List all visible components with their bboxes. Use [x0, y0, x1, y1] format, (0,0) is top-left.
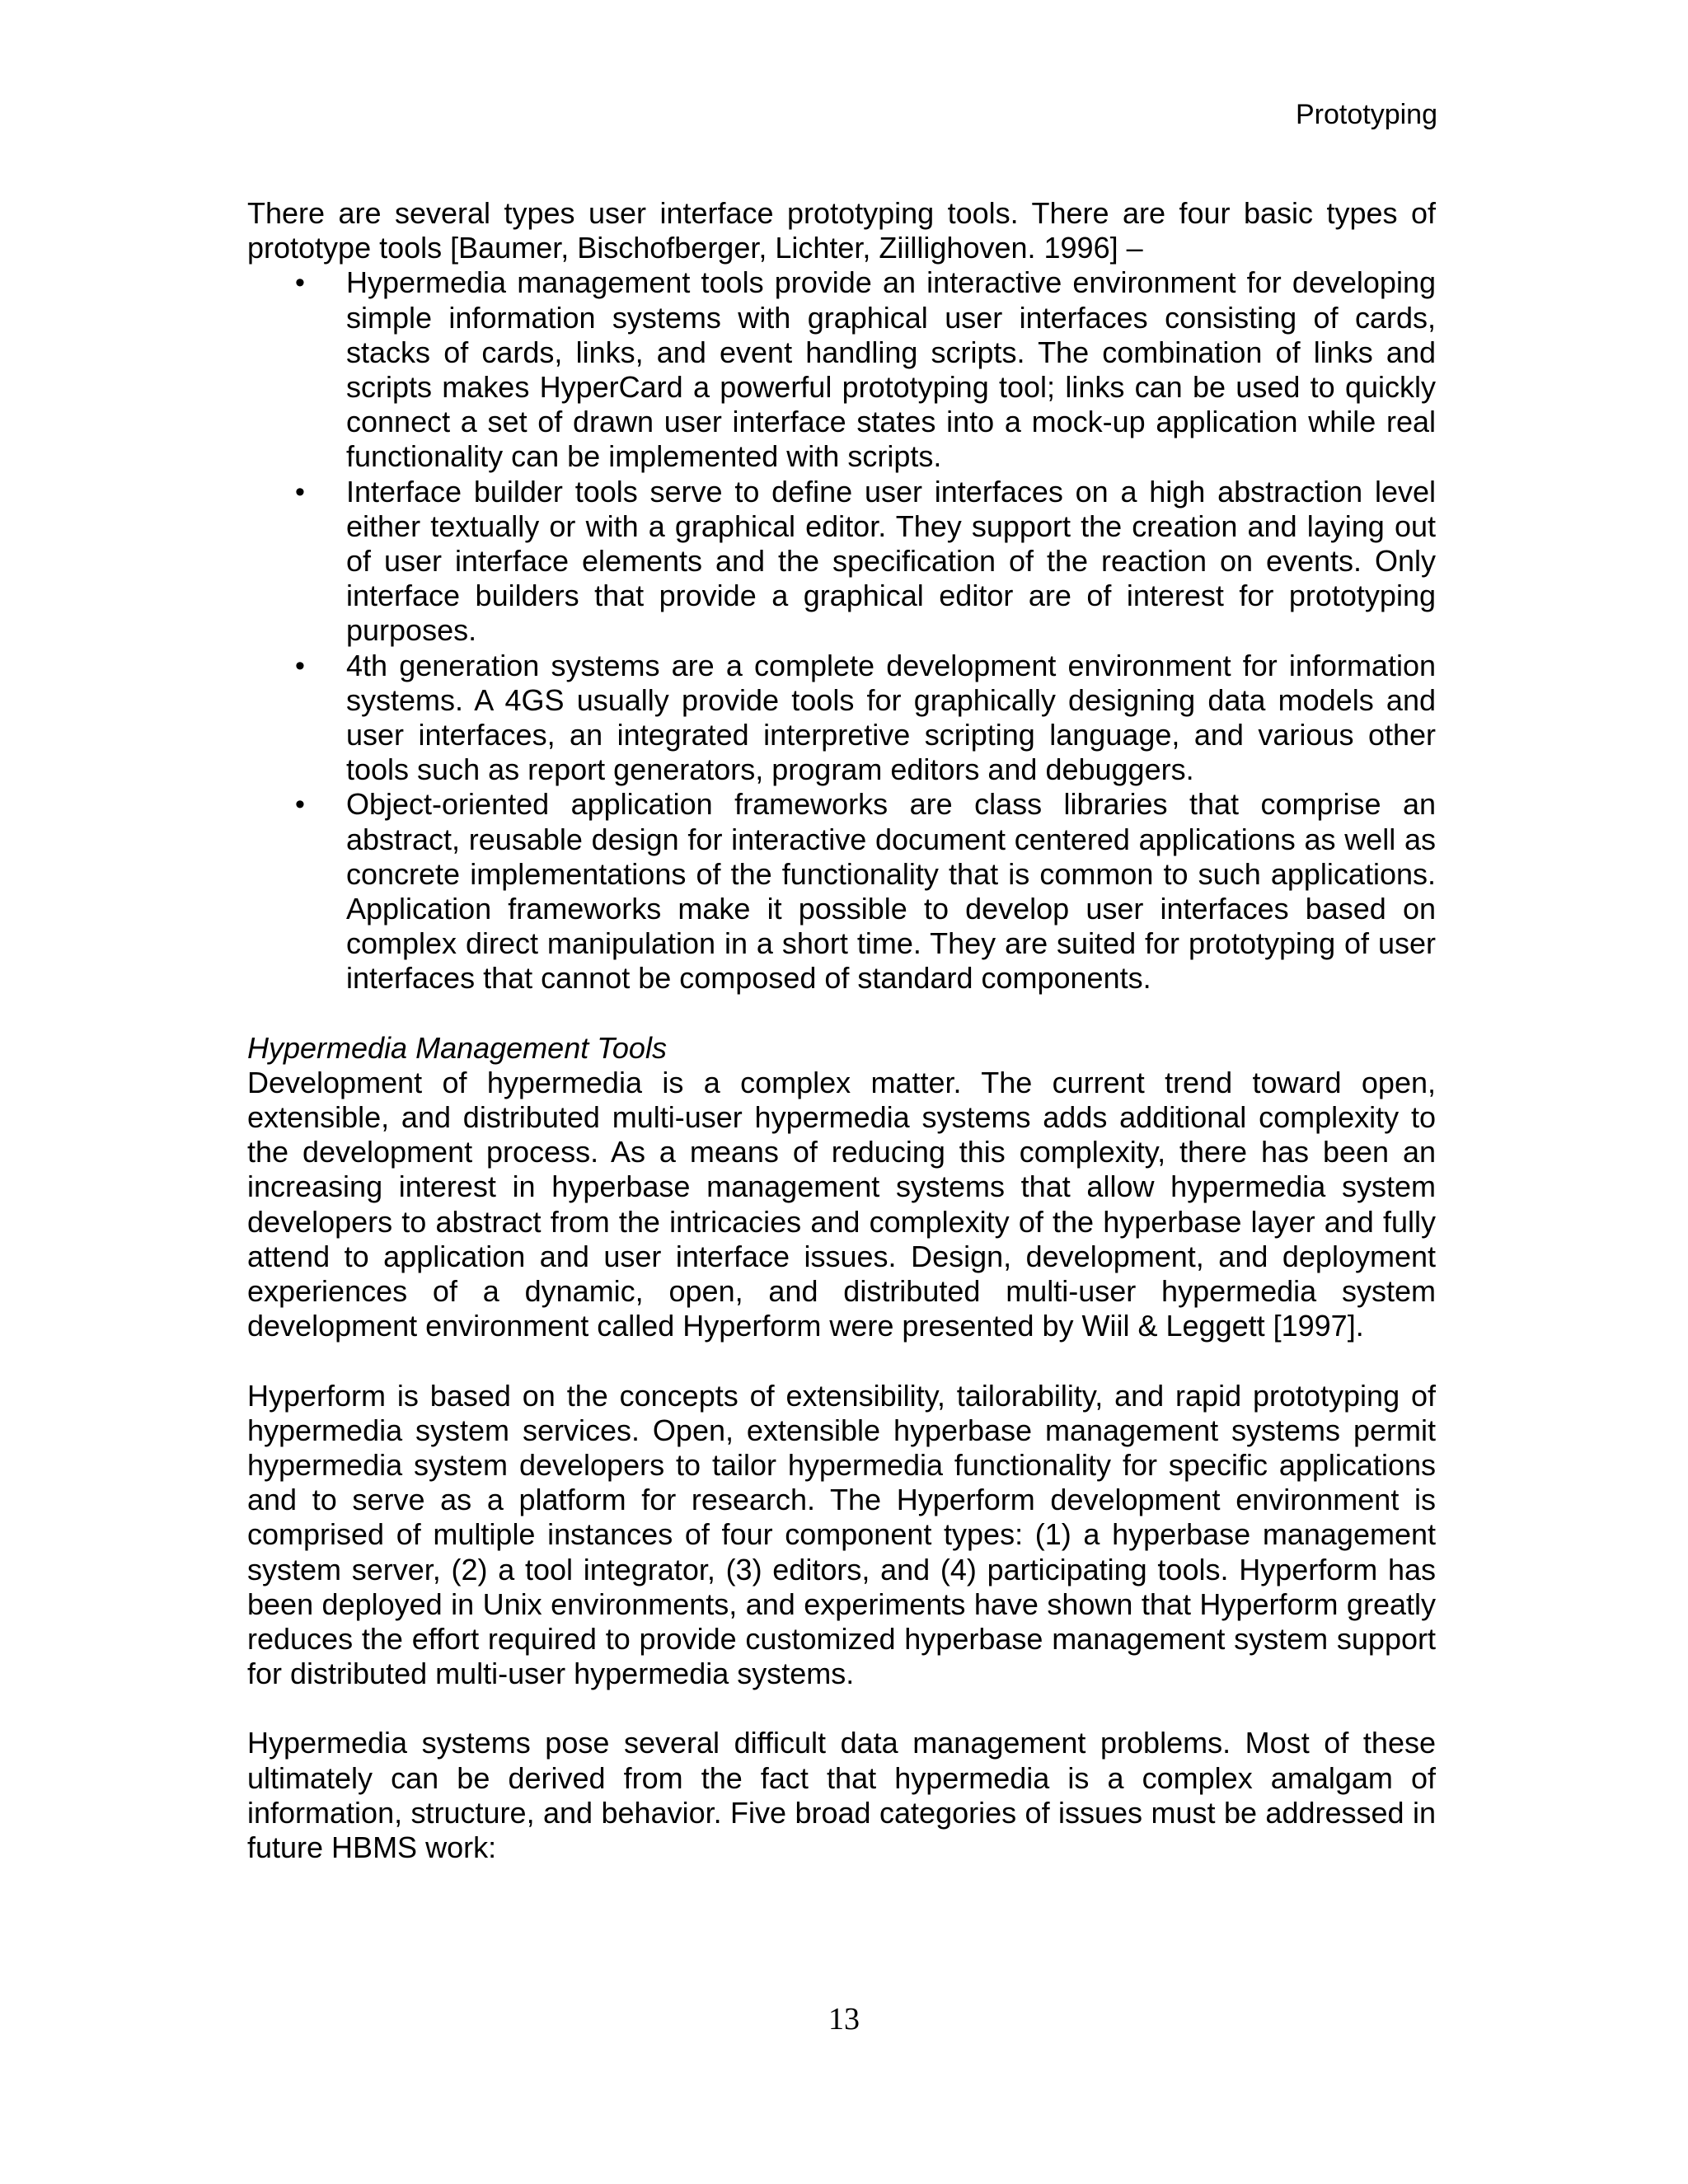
- list-item-text: Object-oriented application frameworks are class libraries that comprise an abstract, reusable design for interactive document centered applications as well as concrete implementations of the functionality that is common to such applications. Application frameworks make it possible to develop user interfaces based on complex direct manipulation in a short time. They are suited for prototyping of user interfaces that cannot be composed of standard components.: [346, 787, 1436, 996]
- list-item: [247, 265, 1436, 474]
- section-heading: Hypermedia Management Tools: [247, 1030, 667, 1065]
- bullet-icon: •: [295, 789, 305, 821]
- bullet-icon: •: [295, 267, 305, 299]
- body-paragraph: Hypermedia systems pose several difficult data management problems. Most of these ultimately can be derived from the fact that hypermedia is a complex amalgam of information, structure, and behavior. Five broad categories of issues must be addressed in future HBMS work:: [247, 1726, 1436, 1864]
- list-item-text: 4th generation systems are a complete development environment for information systems. A 4GS usually provide tools for graphically designing data models and user interfaces, an integrated interpretive scripting language, and various other tools such as report generators, program editors and debuggers.: [346, 648, 1436, 787]
- page-number: 13: [828, 2002, 860, 2036]
- list-item-text: Interface builder tools serve to define user interfaces on a high abstraction level either textually or with a graphical editor. They support the creation and laying out of user interface elements and the specification of the reaction on events. Only interface builders that provide a graphical editor are of interest for prototyping purposes.: [346, 474, 1436, 648]
- list-item: [247, 787, 1436, 996]
- tool-types-list: [247, 265, 1436, 996]
- bullet-icon: •: [295, 476, 305, 508]
- list-item: [247, 649, 1436, 788]
- list-item-text: Hypermedia management tools provide an interactive environment for developing simple information systems with graphical user interfaces consisting of cards, stacks of cards, links, and event handling scripts. The combination of links and scripts makes HyperCard a powerful prototyping tool; links can be used to quickly connect a set of drawn user interface states into a mock-up application while real functionality can be implemented with scripts.: [346, 265, 1436, 474]
- list-item: [247, 475, 1436, 649]
- body-paragraph: Hyperform is based on the concepts of extensibility, tailorability, and rapid prototyping of hypermedia system services. Open, extensible hyperbase management systems permit hypermedia system developers to tailor hypermedia functionality for specific applications and to serve as a platform for research. The Hyperform development environment is comprised of multiple instances of four component types: (1) a hyperbase management system server, (2) a tool integrator, (3) editors, and (4) participating tools. Hyperform has been deployed in Unix environments, and experiments have shown that Hyperform greatly reduces the effort required to provide customized hyperbase management system support for distributed multi-user hypermedia systems.: [247, 1378, 1436, 1691]
- body-paragraph: Development of hypermedia is a complex matter. The current trend toward open, extensible, and distributed multi-user hypermedia systems adds additional complexity to the development process. As a means of reducing this complexity, there has been an increasing interest in hyperbase management systems that allow hypermedia system developers to abstract from the intricacies and complexity of the hyperbase layer and fully attend to application and user interface issues. Design, development, and deployment experiences of a dynamic, open, and distributed multi-user hypermedia system development environment called Hyperform were presented by Wiil & Leggett [1997].: [247, 1065, 1436, 1343]
- intro-paragraph: There are several types user interface prototyping tools. There are four basic types of prototype tools [Baumer, Bischofberger, Lichter, Ziillighoven. 1996] –: [247, 196, 1436, 265]
- page-body: [247, 196, 1436, 1865]
- bullet-icon: •: [295, 649, 305, 682]
- running-header: Prototyping: [1296, 99, 1437, 130]
